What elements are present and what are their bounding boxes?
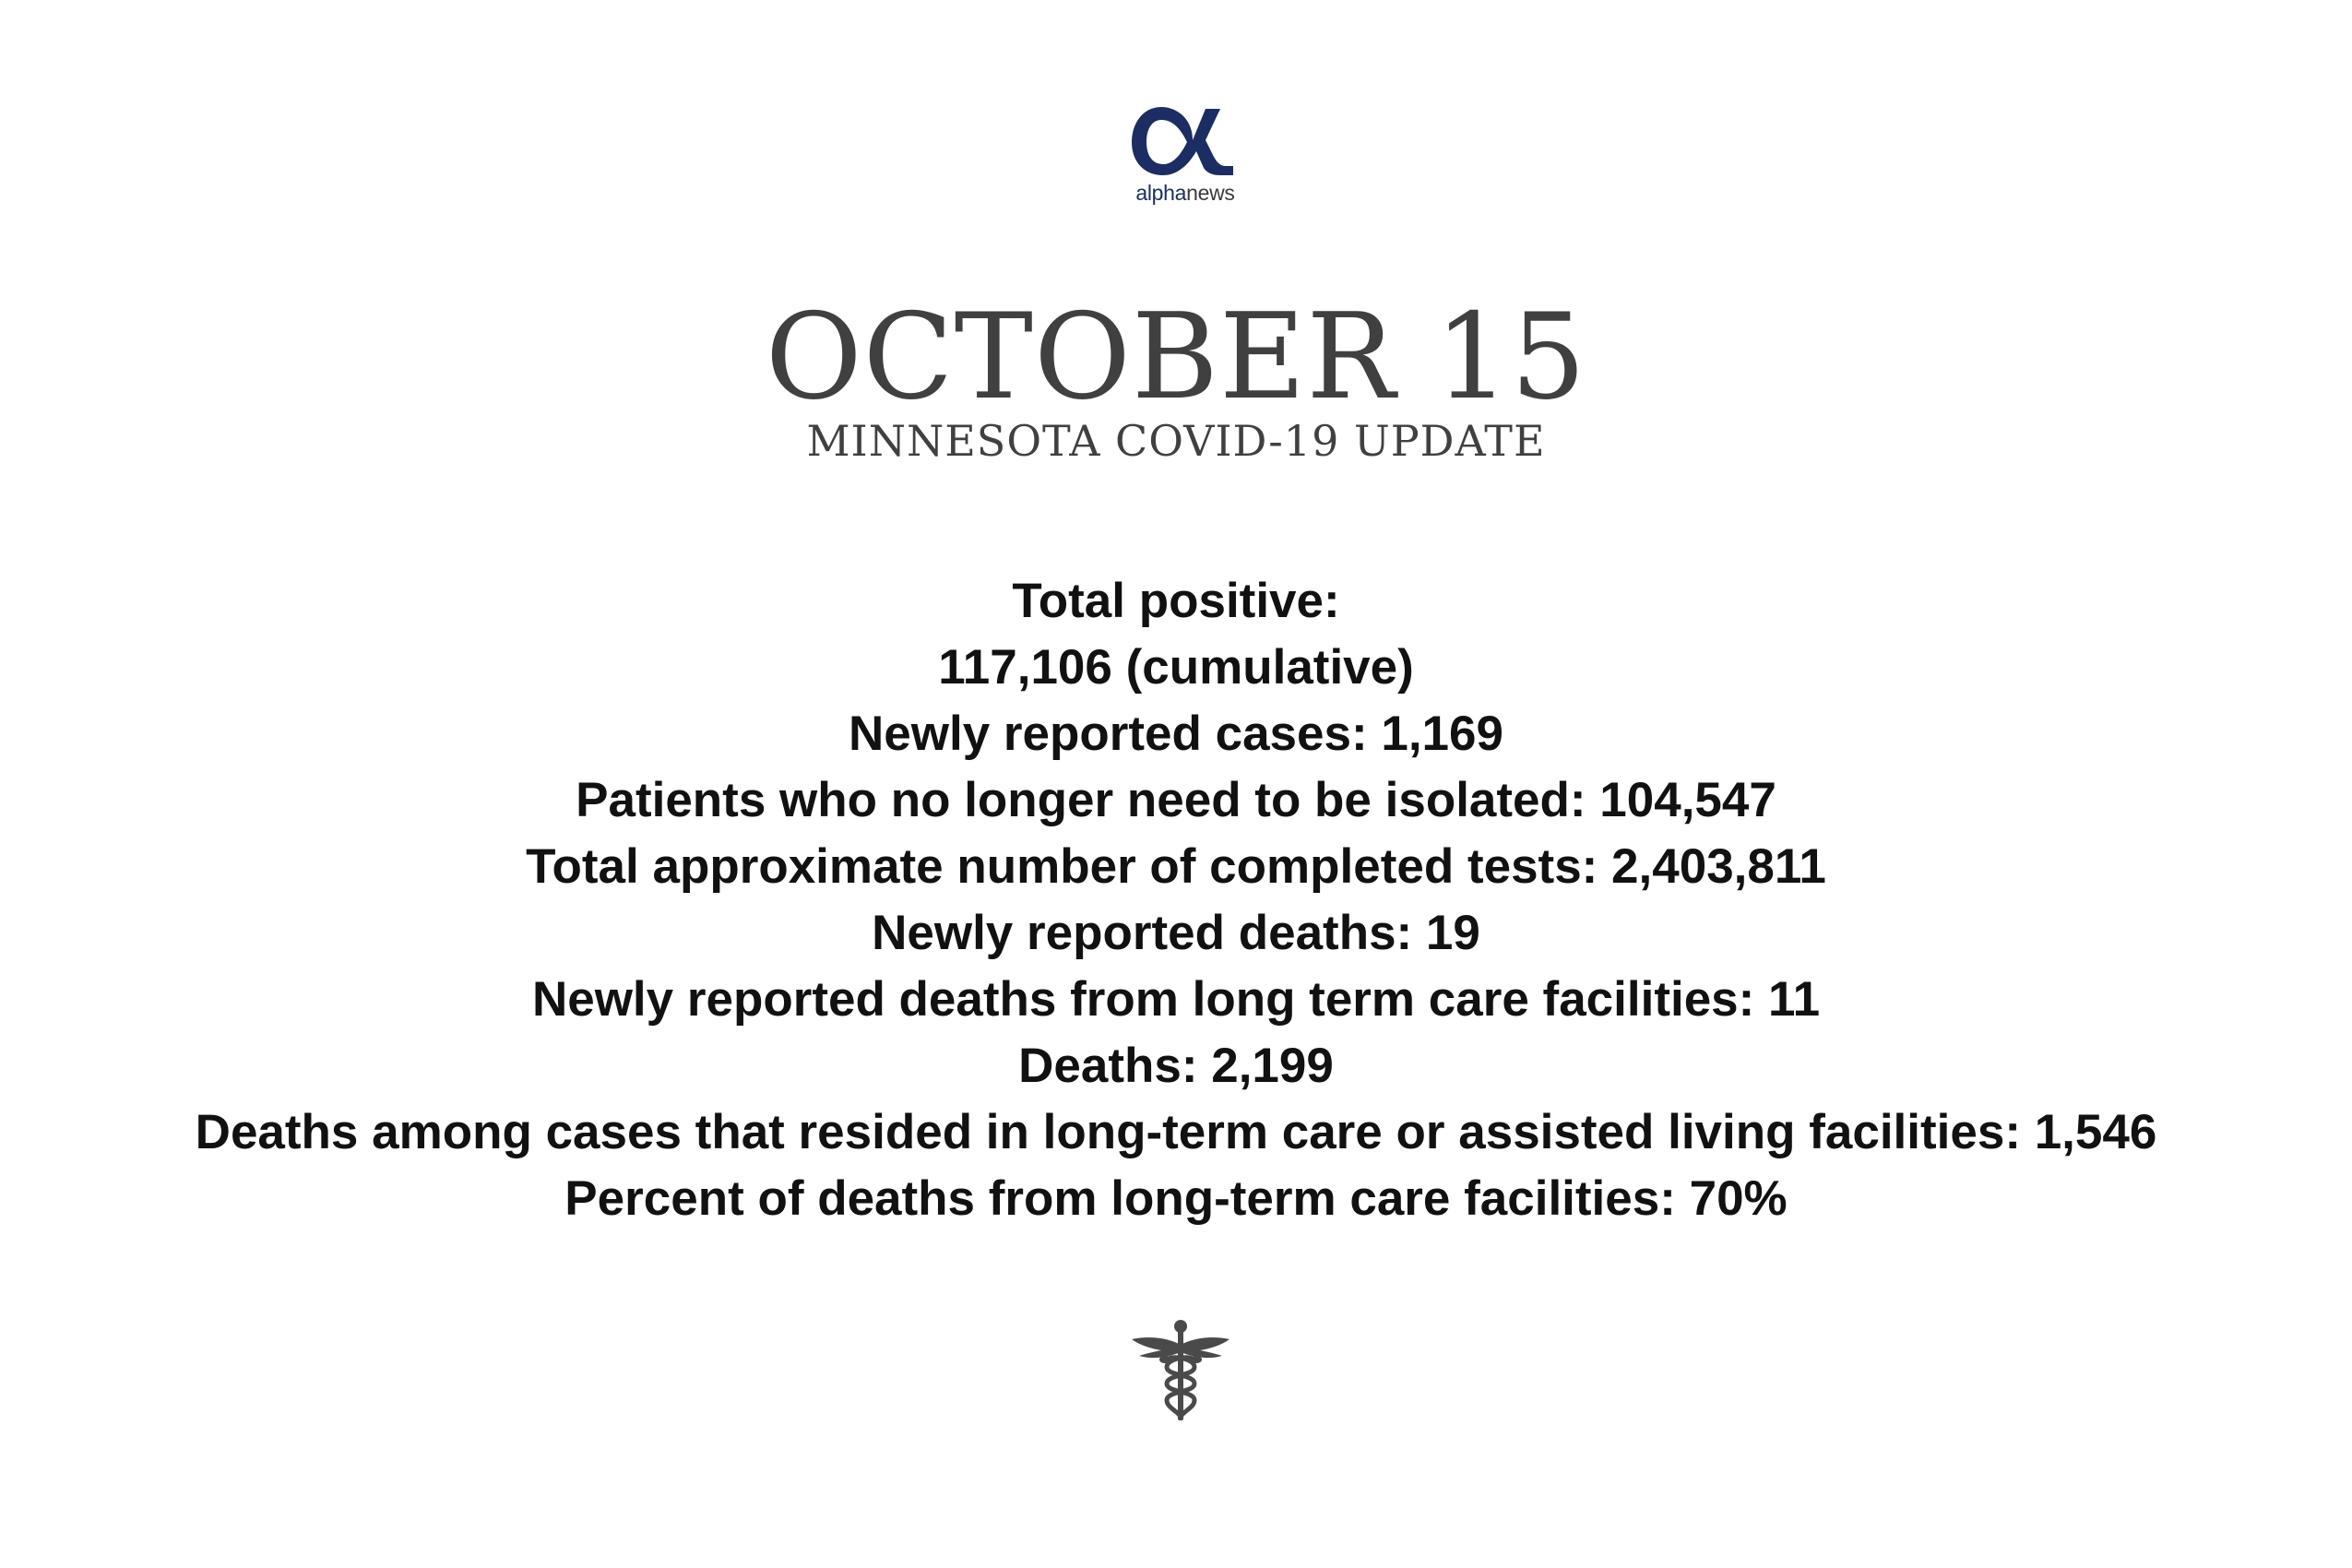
stat-total-positive-label: Total positive: bbox=[1012, 574, 1340, 628]
alpha-logo-icon bbox=[1128, 100, 1242, 181]
caduceus-icon bbox=[1130, 1317, 1231, 1423]
stat-total-positive-value: 117,106 (cumulative) bbox=[938, 640, 1414, 695]
stat-new-cases: Newly reported cases: 1,169 bbox=[849, 707, 1503, 761]
stat-ltc-deaths: Deaths among cases that resided in long-term care or assisted living facilities: 1,546 bbox=[195, 1105, 2157, 1159]
stat-ltc-percent: Percent of deaths from long-term care facilities: 70% bbox=[564, 1171, 1788, 1226]
date-headline: OCTOBER 15 bbox=[765, 289, 1587, 426]
stat-new-deaths: Newly reported deaths: 19 bbox=[872, 906, 1480, 960]
update-subtitle: MINNESOTA COVID-19 UPDATE bbox=[806, 416, 1546, 466]
stat-no-longer-isolated: Patients who no longer need to be isolated: 104,547 bbox=[576, 773, 1776, 827]
logo-wordmark: alphanews bbox=[1135, 181, 1235, 205]
stat-new-ltc-deaths: Newly reported deaths from long term care facilities: 11 bbox=[531, 972, 1821, 1027]
alpha-news-logo bbox=[1121, 100, 1250, 210]
stats-list bbox=[0, 568, 2352, 1232]
stat-total-deaths: Deaths: 2,199 bbox=[1018, 1039, 1334, 1093]
stat-completed-tests: Total approximate number of completed tests: 2,403,811 bbox=[526, 839, 1826, 894]
